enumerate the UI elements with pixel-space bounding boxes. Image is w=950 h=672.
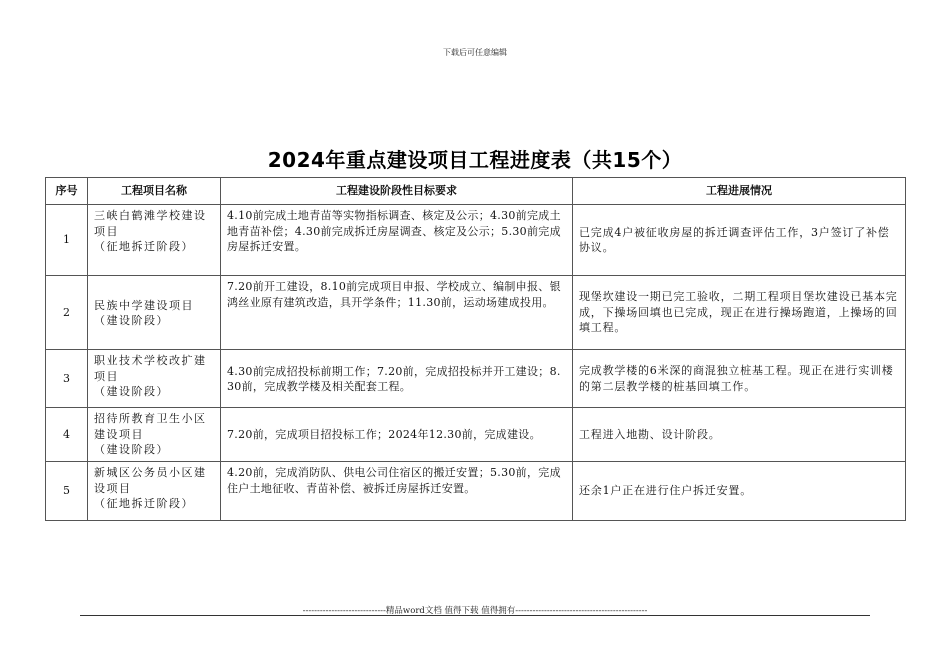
project-name-cell <box>88 205 221 276</box>
project-stage: （征地拆迁阶段） <box>94 497 194 510</box>
project-stage: （征地拆迁阶段） <box>94 240 194 253</box>
project-name: 民族中学建设项目 <box>94 298 194 312</box>
row-index: 4 <box>46 408 88 462</box>
footer-divider <box>80 615 870 616</box>
row-index: 3 <box>46 350 88 408</box>
footer-text: -----------------------------精品word文档 值得下载 值得拥有---------------------------------------------- <box>302 606 648 616</box>
project-name-cell <box>88 462 221 521</box>
header-note: 下载后可任意编辑 <box>443 48 507 57</box>
row-index: 5 <box>46 462 88 521</box>
project-stage: （建设阶段） <box>94 314 169 327</box>
target-cell: 7.20前开工建设，8.10前完成项目申报、学校成立、编制申报、银鸿丝业原有建筑改造，具开学条件；11.30前，运动场建成投用。 <box>221 276 573 350</box>
row-index: 2 <box>46 276 88 350</box>
header-progress: 工程进展情况 <box>573 178 906 205</box>
header-project-name: 工程项目名称 <box>88 178 221 205</box>
progress-table <box>45 177 906 521</box>
project-name: 三峡白鹤滩学校建设项目 <box>94 209 207 238</box>
project-name-cell <box>88 276 221 350</box>
progress-cell: 完成教学楼的6米深的商混独立桩基工程。现正在进行实训楼的第二层教学楼的桩基回填工作。 <box>573 350 906 408</box>
project-name: 职业技术学校改扩建项目 <box>94 354 207 383</box>
project-name-cell <box>88 350 221 408</box>
progress-cell: 工程进入地勘、设计阶段。 <box>573 408 906 462</box>
table-row <box>46 350 906 408</box>
table-row <box>46 205 906 276</box>
project-name: 招待所教育卫生小区建设项目 <box>94 412 207 441</box>
table-row <box>46 408 906 462</box>
project-name: 新城区公务员小区建设项目 <box>94 466 207 495</box>
table-row <box>46 462 906 521</box>
project-stage: （建设阶段） <box>94 385 169 398</box>
header-index: 序号 <box>46 178 88 205</box>
target-cell: 4.30前完成招投标前期工作；7.20前，完成招投标并开工建设；8.30前，完成教学楼及相关配套工程。 <box>221 350 573 408</box>
header-target: 工程建设阶段性目标要求 <box>221 178 573 205</box>
page-title: 2024年重点建设项目工程进度表（共15个） <box>267 148 683 172</box>
progress-cell: 现堡坎建设一期已完工验收，二期工程项目堡坎建设已基本完成，下操场回填也已完成，现正在进行操场跑道，上操场的回填工程。 <box>573 276 906 350</box>
progress-cell: 已完成4户被征收房屋的拆迁调查评估工作，3户签订了补偿协议。 <box>573 205 906 276</box>
target-cell: 4.20前，完成消防队、供电公司住宿区的搬迁安置；5.30前，完成住户土地征收、青苗补偿、被拆迁房屋拆迁安置。 <box>221 462 573 521</box>
project-stage: （建设阶段） <box>94 443 169 456</box>
project-name-cell <box>88 408 221 462</box>
row-index: 1 <box>46 205 88 276</box>
progress-cell: 还余1户正在进行住户拆迁安置。 <box>573 462 906 521</box>
target-cell: 4.10前完成土地青苗等实物指标调查、核定及公示；4.30前完成土地青苗补偿；4.30前完成拆迁房屋调查、核定及公示；5.30前完成房屋拆迁安置。 <box>221 205 573 276</box>
target-cell: 7.20前，完成项目招投标工作；2024年12.30前，完成建设。 <box>221 408 573 462</box>
table-header-row <box>46 178 906 205</box>
table-row <box>46 276 906 350</box>
